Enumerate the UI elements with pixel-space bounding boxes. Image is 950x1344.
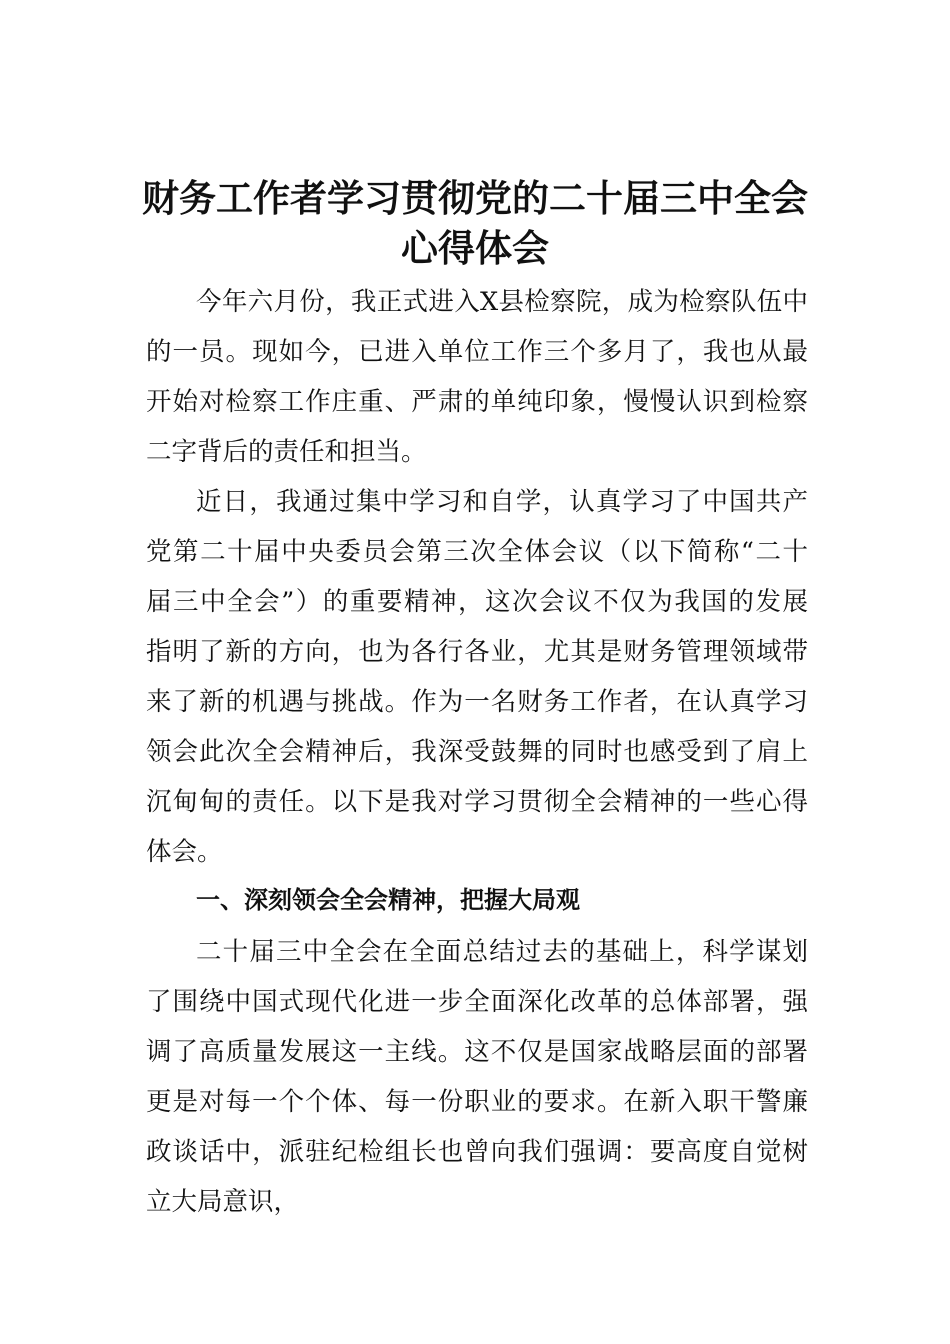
paragraph-line: 指明了新的方向，也为各行各业，尤其是财务管理领域带: [146, 637, 808, 667]
paragraph-line: 开始对检察工作庄重、严肃的单纯印象，慢慢认识到检察: [146, 387, 808, 417]
paragraph-line: 二字背后的责任和担当。: [146, 437, 427, 467]
document-title-line-1: 财务工作者学习贯彻党的二十届三中全会: [142, 176, 808, 220]
paragraph-line: 了围绕中国式现代化进一步全面深化改革的总体部署，强: [146, 987, 808, 1017]
document-title-line-2: 心得体会: [401, 226, 549, 270]
paragraph-line: 更是对每一个个体、每一份职业的要求。在新入职干警廉: [146, 1087, 808, 1117]
paragraph-line: 今年六月份，我正式进入X县检察院，成为检察队伍中: [196, 287, 808, 317]
section-heading: 一、深刻领会全会精神，把握大局观: [196, 886, 580, 914]
paragraph-line: 政谈话中，派驻纪检组长也曾向我们强调：要高度自觉树: [146, 1137, 808, 1167]
paragraph-line: 领会此次全会精神后，我深受鼓舞的同时也感受到了肩上: [146, 737, 808, 767]
paragraph-line: 来了新的机遇与挑战。作为一名财务工作者，在认真学习: [146, 687, 808, 717]
paragraph-line: 党第二十届中央委员会第三次全体会议（以下简称“二十: [146, 537, 808, 567]
paragraph-line: 近日，我通过集中学习和自学，认真学习了中国共产: [196, 487, 808, 517]
paragraph-line: 沉甸甸的责任。以下是我对学习贯彻全会精神的一些心得: [146, 787, 808, 817]
paragraph-line: 二十届三中全会在全面总结过去的基础上，科学谋划: [196, 937, 808, 967]
paragraph-line: 调了高质量发展这一主线。这不仅是国家战略层面的部署: [146, 1037, 808, 1067]
paragraph-line: 立大局意识，: [146, 1187, 300, 1217]
paragraph-line: 的一员。现如今，已进入单位工作三个多月了，我也从最: [146, 337, 808, 367]
paragraph-line: 体会。: [146, 837, 223, 867]
paragraph-line: 届三中全会”）的重要精神，这次会议不仅为我国的发展: [146, 587, 808, 617]
